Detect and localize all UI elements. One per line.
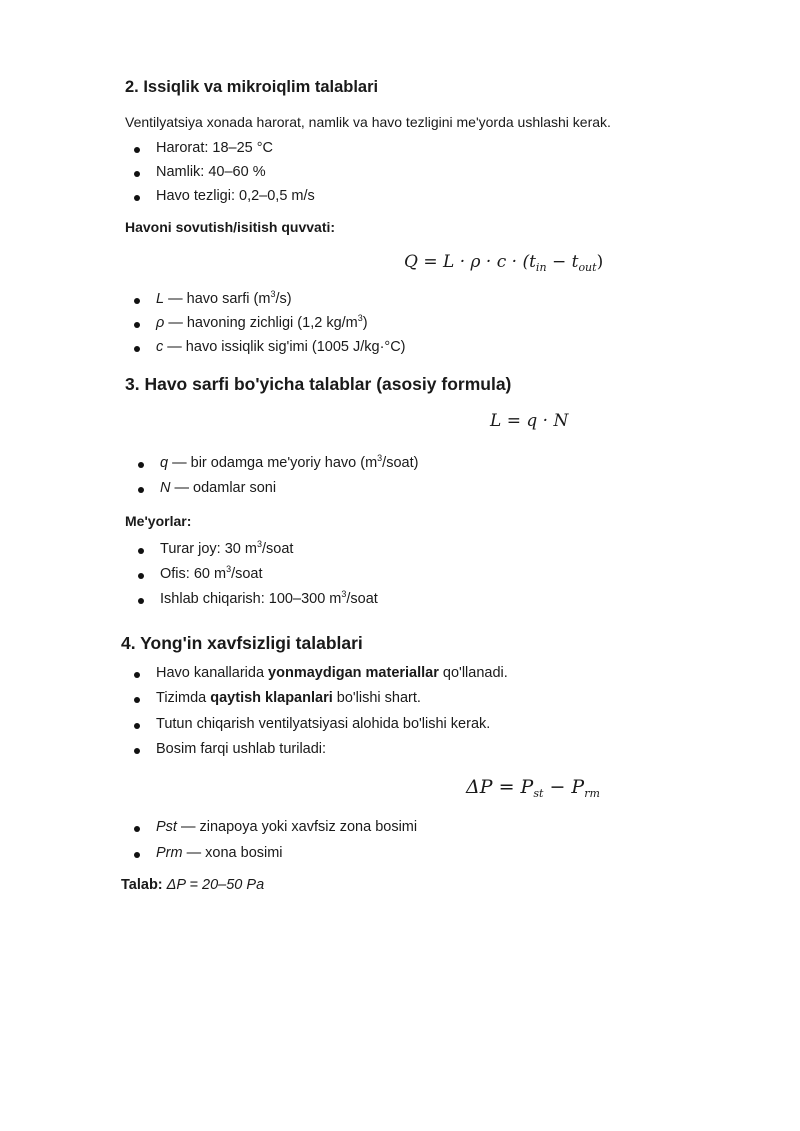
bullet-icon — [138, 598, 144, 604]
bullet-icon — [134, 748, 140, 754]
power-label: Havoni sovutish/isitish quvvati: — [125, 219, 336, 235]
section-2-heading: 2. Issiqlik va mikroiqlim talablari — [125, 78, 379, 96]
bullet-icon — [134, 723, 140, 729]
bullet-icon — [134, 346, 140, 352]
bullet-icon — [134, 852, 140, 858]
list-item: Namlik: 40–60 % — [156, 164, 266, 180]
bullet-icon — [134, 672, 140, 678]
bullet-icon — [134, 298, 140, 304]
bullet-icon — [134, 147, 140, 153]
list-item: Pst — zinapoya yoki xavfsiz zona bosimi — [156, 819, 417, 835]
bullet-icon — [134, 322, 140, 328]
bullet-icon — [138, 462, 144, 468]
list-item: Prm — xona bosimi — [156, 845, 283, 861]
list-item: Tutun chiqarish ventilyatsiyasi alohida bo'lishi kerak. — [156, 716, 490, 732]
list-item: q — bir odamga me'yoriy havo $(m^3/soat)$ — [160, 455, 418, 471]
bullet-icon — [134, 195, 140, 201]
list-item: N — odamlar soni — [160, 480, 276, 496]
section-3-heading: 3. Havo sarfi bo'yicha talablar (asosiy formula) — [125, 374, 512, 394]
list-item: Ishlab chiqarish: 100–300 $m^3$/soat — [160, 591, 378, 607]
section-4-heading: 4. Yong'in xavfsizligi talablari — [121, 633, 363, 653]
list-item: L — havo sarfi $(m^3/s)$ — [156, 291, 292, 307]
list-item: c — havo issiqlik sig'imi (1005 J/kg·°C) — [156, 339, 406, 355]
bullet-icon — [138, 487, 144, 493]
list-item: Bosim farqi ushlab turiladi: — [156, 741, 326, 757]
requirement-value: ΔP = 20–50 Pa — [166, 877, 265, 893]
list-item: Tizimda qaytish klapanlari bo'lishi shart. — [156, 690, 421, 706]
section-2-intro: Ventilyatsiya xonada harorat, namlik va havo tezligini me'yorda ushlashi kerak. — [125, 114, 611, 130]
list-item: Harorat: 18–25 °C — [156, 140, 273, 156]
pressure-requirement — [121, 877, 264, 893]
requirement-label: Talab: — [121, 877, 163, 893]
pressure-formula: $\Delta P = P_{st} - P_{rm}$ — [466, 776, 600, 800]
bullet-icon — [134, 697, 140, 703]
norms-label: Me'yorlar: — [125, 513, 192, 529]
list-item: Havo kanallarida yonmaydigan materiallar qo'llanadi. — [156, 665, 508, 681]
bullet-icon — [134, 826, 140, 832]
list-item: Ofis: 60 $m^3$/soat — [160, 566, 263, 582]
list-item: Havo tezligi: 0,2–0,5 m/s — [156, 188, 315, 204]
bullet-icon — [138, 548, 144, 554]
list-item: Turar joy: 30 $m^3$/soat — [160, 541, 293, 557]
bullet-icon — [134, 171, 140, 177]
power-formula: $Q = L \cdot \rho \cdot c \cdot (t_{in} - t_{out})$ — [404, 252, 604, 274]
bullet-icon — [138, 573, 144, 579]
airflow-formula: L = q · N — [490, 411, 569, 431]
list-item: ρ — havoning zichligi (1,2 $kg/m^3$) — [156, 315, 368, 331]
